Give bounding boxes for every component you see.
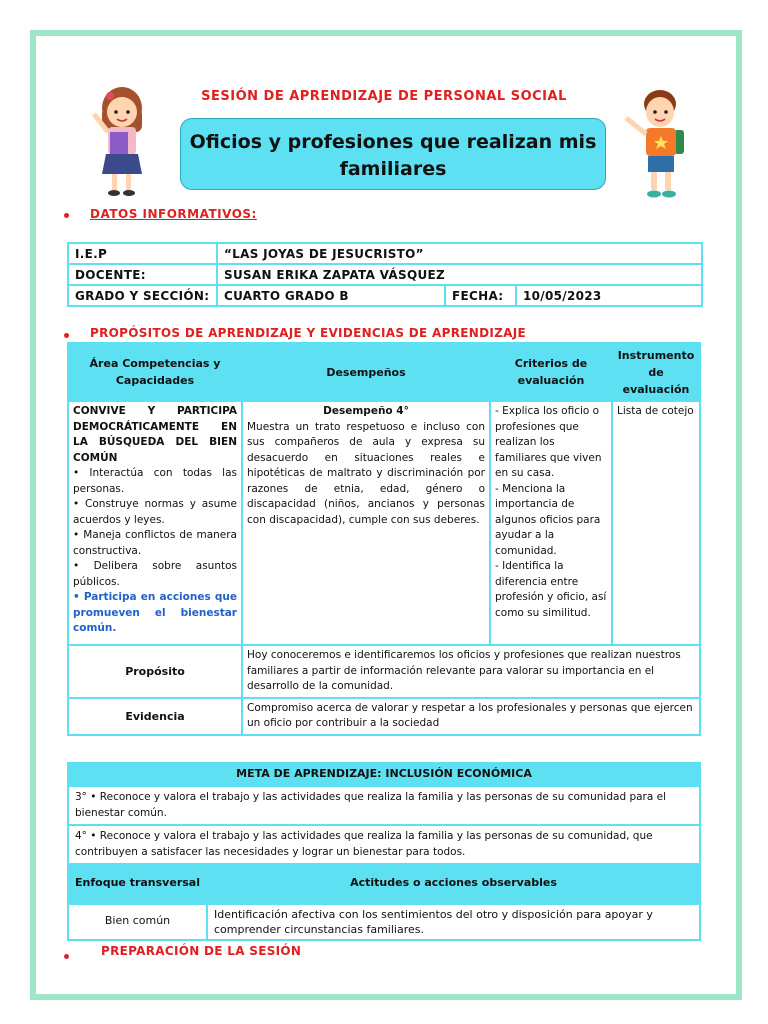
capacidad-destacada: • Participa en acciones que promueven el bienestar común. — [73, 591, 237, 634]
col-instrumento-header: Instrumento de evaluación — [612, 343, 700, 401]
area-cell — [68, 401, 242, 645]
competencia-text: CONVIVE Y PARTICIPA DEMOCRÁTICAMENTE EN LA BÚSQUEDA DEL BIEN COMÚN — [73, 405, 237, 464]
propositos-heading: PROPÓSITOS DE APRENDIZAJE Y EVIDENCIAS DE APRENDIZAJE — [90, 326, 526, 340]
session-title: SESIÓN DE APRENDIZAJE DE PERSONAL SOCIAL — [201, 89, 567, 104]
capacidad-item: • Interactúa con todas las personas. — [73, 467, 237, 495]
desempeno-text: Muestra un trato respetuoso e incluso con sus compañeros de aula y expresa su desacuerdo en situaciones reales e hipotéticas de maltrato y discriminación por razones de etnia, edad, género o discapacidad (niños, ancianos y personas con discapacidad), cumple con sus deberes. — [247, 420, 485, 526]
col-criterios-header: Criterios de evaluación — [490, 343, 612, 401]
iep-label: I.E.P — [68, 243, 217, 264]
iep-value: “LAS JOYAS DE JESUCRISTO” — [217, 243, 702, 264]
criterios-cell — [490, 401, 612, 645]
docente-label: DOCENTE: — [68, 264, 217, 285]
preparacion-heading: PREPARACIÓN DE LA SESIÓN — [101, 944, 302, 958]
desempeno-cell — [242, 401, 490, 645]
enfoque-value: Bien común — [68, 904, 207, 940]
fecha-label: FECHA: — [445, 285, 516, 306]
proposito-text: Hoy conoceremos e identificaremos los oficios y profesiones que realizan nuestros familiares a partir de información relevante para valorar su importancia en el desarrollo de la comunidad. — [242, 645, 700, 698]
evidencia-label: Evidencia — [68, 698, 242, 735]
capacidad-item: • Delibera sobre asuntos públicos. — [73, 560, 237, 588]
datos-table — [67, 242, 703, 307]
fecha-value: 10/05/2023 — [516, 285, 702, 306]
col-area-header: Área Competencias y Capacidades — [68, 343, 242, 401]
instrumento-cell: Lista de cotejo — [612, 401, 700, 645]
propositos-table — [67, 342, 701, 736]
grado-value: CUARTO GRADO B — [217, 285, 445, 306]
datos-heading: DATOS INFORMATIVOS: — [90, 207, 257, 221]
grado-label: GRADO Y SECCIÓN: — [68, 285, 217, 306]
criterio-item: - Explica los oficio o profesiones que realizan los familiares que viven en su casa. — [495, 405, 602, 479]
actitudes-header: Actitudes o acciones observables — [207, 864, 700, 904]
meta-grado3: 3° • Reconoce y valora el trabajo y las actividades que realiza la familia y las personas de su comunidad para el bienestar común. — [68, 786, 700, 825]
docente-value: SUSAN ERIKA ZAPATA VÁSQUEZ — [217, 264, 702, 285]
col-desempenos-header: Desempeños — [242, 343, 490, 401]
bullet-icon — [64, 213, 69, 218]
actitudes-value: Identificación afectiva con los sentimientos del otro y disposición para apoyar y comprender circunstancias familiares. — [207, 904, 700, 940]
desempeno-title: Desempeño 4° — [323, 405, 409, 417]
bullet-icon — [64, 333, 69, 338]
topic-line-2: familiares — [339, 158, 447, 180]
evidencia-text: Compromiso acerca de valorar y respetar a los profesionales y personas que ejercen un oficio por contribuir a la sociedad — [242, 698, 700, 735]
topic-line-1: Oficios y profesiones que realizan mis — [189, 131, 597, 153]
capacidad-item: • Maneja conflictos de manera constructiva. — [73, 529, 237, 557]
capacidad-item: • Construye normas y asume acuerdos y leyes. — [73, 498, 237, 526]
criterio-item: - Identifica la diferencia entre profesión y oficio, así como su similitud. — [495, 560, 607, 619]
meta-grado4: 4° • Reconoce y valora el trabajo y las actividades que realiza la familia y las personas de su comunidad, que contribuyen a satisfacer las necesidades y lograr un bienestar para todos. — [68, 825, 700, 864]
proposito-label: Propósito — [68, 645, 242, 698]
topic-title-box — [180, 118, 606, 190]
meta-table — [67, 762, 701, 941]
bullet-icon — [64, 954, 69, 959]
criterio-item: - Menciona la importancia de algunos oficios para ayudar a la comunidad. — [495, 482, 601, 557]
meta-heading: META DE APRENDIZAJE: INCLUSIÓN ECONÓMICA — [68, 763, 700, 786]
enfoque-header: Enfoque transversal — [68, 864, 207, 904]
